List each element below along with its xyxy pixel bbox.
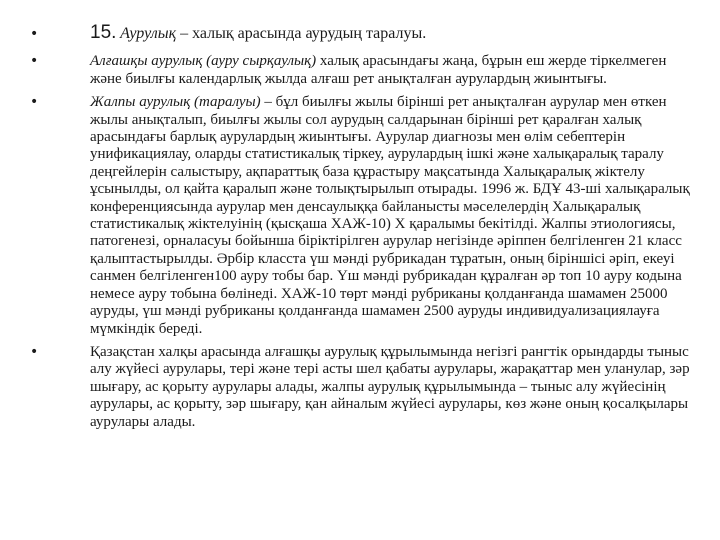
bullet-dot-icon: • — [30, 343, 39, 360]
bullet-list — [30, 24, 698, 431]
bullet-item-definition — [30, 24, 698, 43]
bullet-dot-icon: • — [30, 94, 39, 111]
bullet-dot-icon: • — [30, 53, 39, 70]
term-general-morbidity: Жалпы аурулық (таралуы) — [90, 94, 261, 111]
kazakhstan-structure-text: Қазақстан халқы арасында алғашқы аурулық құрылымында негізгі рангтік орындарды тыныс алу жүйесі аурулары, тері және тері асты шел қабаты аурулары, жарақаттар мен уланулар, зәр шығару, ас қорыту аурулары алады, жалпы аурулық құрылымында – тыныс алу жүйесінің аурулары, ас қорыту, зәр шығару, қан айналым жүйесі аурулары, көз және оның қосалқылары аурулары алады. — [90, 343, 690, 430]
bullet-item-general-morbidity — [30, 94, 698, 338]
bullet-item-primary-morbidity — [30, 53, 698, 88]
bullet-number: 15. — [90, 22, 117, 43]
bullet-dot-icon: • — [30, 26, 39, 42]
definition-general-morbidity: – бұл биылғы жылы бірінші рет анықталған аурулар мен өткен жылы анықталып, биылғы жылы сол аурудың салдарынан бірінші рет қаралған халық арасындағы барлық аурулардың жиынтығы. Аурулар диагнозы мен өлім себептерін унификациялау, оларды статистикалық тіркеу, аурулардың ішкі және халықаралық таралу деңгейлерін салыстыру, ақпараттық база құрастыру мақсатында Халықаралық жіктелу ұсынылды, ол қайта қаралып және толықтырылып отырады. 1996 ж. БДҰ 43-ші халықаралық конференциясында аурулар мен денсаулыққа байланысты мәселелердің Халықаралық статистикалық жіктелуінің (қысқаша ХАЖ-10) Х қаралымы бекітілді. Жалпы этиологиясы, патогенезі, орналасуы бойынша біріктірілген аурулар негізінде әріппен белгіленген 21 класс қалыптастырылды. Әрбір класста үш мәнді рубрикадан тұратын, оның біріншісі әріп, екеуі санмен белгіленген100 ауру тобы бар. Үш мәнді рубрикадан құралған әр топ 10 ауру кодына немесе ауру тобына бөлінеді. ХАЖ-10 төрт мәнді рубриканы қолданғанда шамамен 25000 ауруды, үш мәнді рубриканы қолданғанда шамамен 2500 ауруды индивидуализациялауға мүмкіндік береді. — [90, 94, 690, 337]
term-primary-morbidity: Алғашқы аурулық (ауру сырқаулық) — [90, 53, 317, 70]
bullet-item-kazakhstan-structure — [30, 344, 698, 431]
definition-primary-morbidity: халық арасындағы жаңа, бұрын еш жерде тіркелмеген және биылғы календарлық жылда алғаш рет анықталған аурулардың жиынтығы. — [90, 53, 667, 87]
definition-morbidity: – халық арасында аурудың таралуы. — [176, 25, 427, 42]
term-morbidity: Аурулық — [120, 25, 177, 42]
